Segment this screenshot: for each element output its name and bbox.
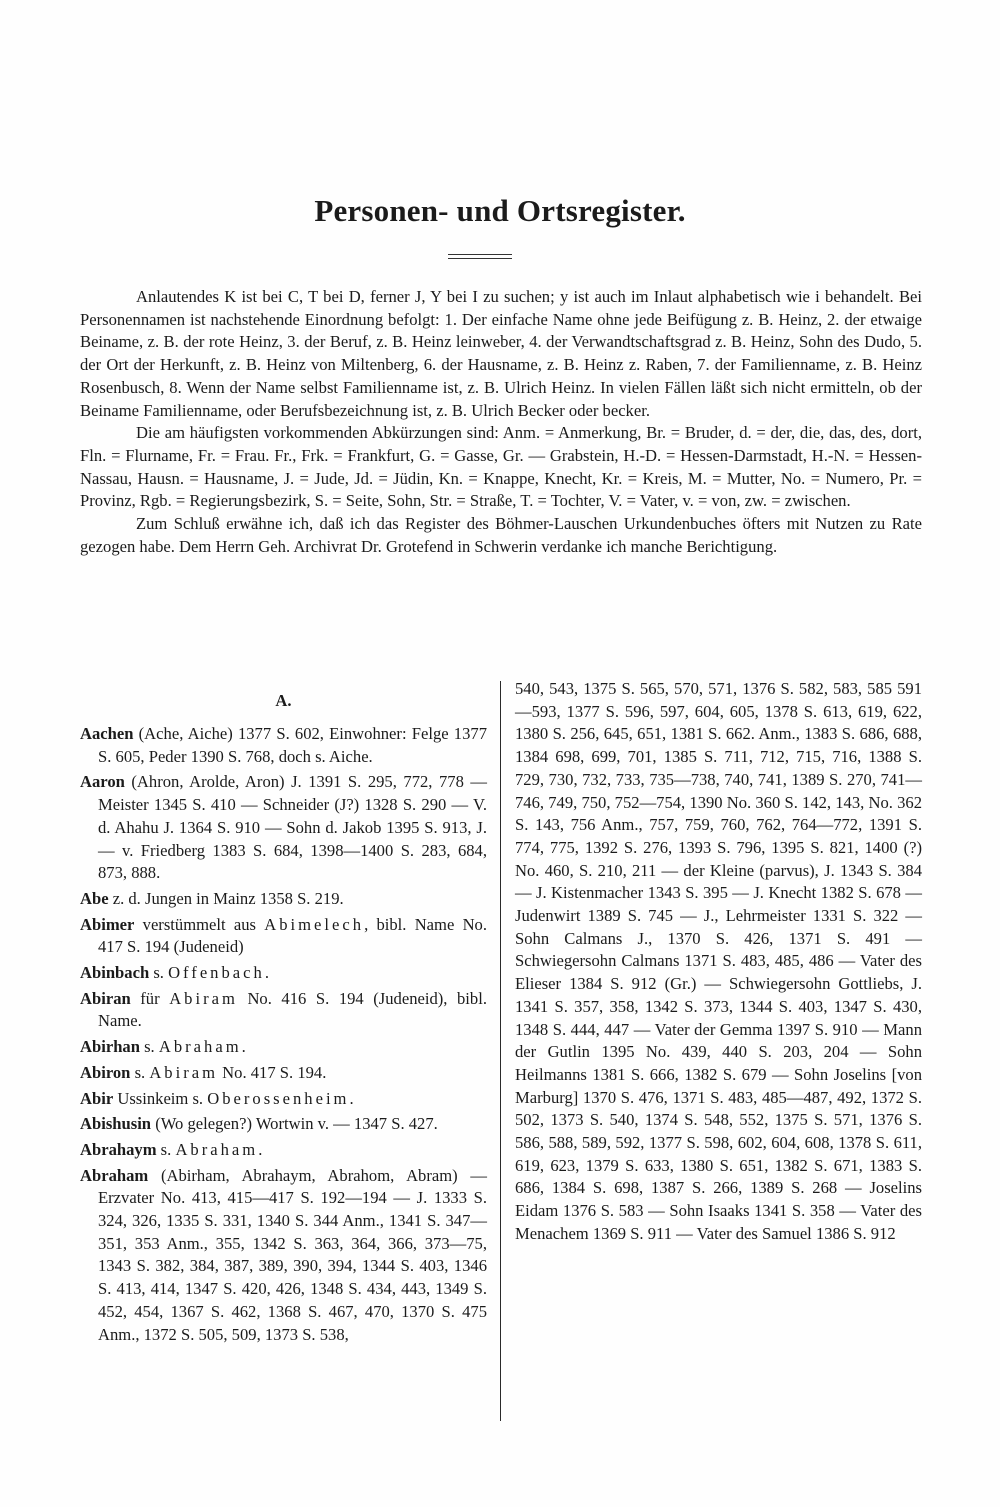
title-double-rule: [448, 254, 512, 262]
entry-headword: Abimer: [80, 914, 135, 934]
register-entry: [80, 723, 487, 768]
register-entry: [80, 1062, 487, 1085]
register-entries: [80, 723, 487, 1346]
entry-text: s.: [139, 1037, 159, 1057]
intro-paragraph-acknowledgement: Zum Schluß erwähne ich, daß ich das Register des Böhmer-Lauschen Urkundenbuches öfters mit Nutzen zu Rate gezogen habe. Dem Herrn Geh. Archivrat Dr. Grotefend in Schwerin verdanke ich manche Berichtigung.: [80, 514, 922, 556]
entry-headword: Abe: [80, 888, 109, 908]
entry-cross-reference: Abraham: [158, 1037, 242, 1057]
entry-cross-reference: Abraham: [175, 1139, 259, 1159]
entry-continuation: 540, 543, 1375 S. 565, 570, 571, 1376 S. 582, 583, 585 591—593, 1377 S. 596, 597, 604, 605, 1378 S. 613, 619, 622, 1380 S. 256, 645, 651, 1381 S. 662. Anm., 1383 S. 686, 688, 1384 698, 699, 701, 1385 S. 711, 712, 715, 716, 1388 S. 729, 730, 732, 733, 735—738, 740, 741, 1389 S. 270, 741—746, 749, 750, 752—754, 1390 No. 360 S. 142, 143, No. 362 S. 143, 756 Anm., 757, 759, 760, 762, 764—772, 1391 S. 774, 775, 1392 S. 276, 1393 S. 796, 1395 S. 821, 1400 (?) No. 460, S. 210, 211 — der Kleine (parvus), J. 1343 S. 384 — J. Kistenmacher 1343 S. 395 — J. Knecht 1382 S. 678 — Judenwirt 1389 S. 745 — J., Lehrmeister 1331 S. 322 — Sohn Calmans J., 1370 S. 426, 1371 S. 491 — Schwiegersohn Calmans 1371 S. 483, 485, 486 — Vater des Elieser 1384 S. 912 (Gr.) — Schwiegersohn Gottliebs, J. 1341 S. 357, 358, 1342 S. 373, 1344 S. 403, 1347 S. 430, 1348 S. 444, 447 — Vater der Gemma 1397 S. 910 — Mann der Gutlin 1395 No. 439, 440 S. 203, 204 — Sohn Heilmanns 1381 S. 666, 1382 S. 679 — Sohn Joselins [von Marburg] 1370 S. 476, 1371 S. 483, 485—487, 492, 1372 S. 502, 1373 S. 540, 1374 S. 548, 552, 1375 S. 571, 1376 S. 586, 588, 589, 592, 1377 S. 598, 602, 604, 608, 1378 S. 611, 619, 623, 1379 S. 633, 1380 S. 651, 1382 S. 671, 1383 S. 686, 1384 S. 698, 1387 S. 266, 1389 S. 268 — Joselins Eidam 1376 S. 583 — Sohn Isaaks 1341 S. 358 — Vater des Menachem 1369 S. 911 — Vater des Samuel 1386 S. 912: [515, 679, 922, 1243]
entry-text: , bibl. Name No. 417 S. 194 (Judeneid): [98, 914, 487, 957]
entry-headword: Abir: [80, 1088, 114, 1108]
entry-text: .: [349, 1088, 354, 1108]
register-entry: [80, 771, 487, 885]
entry-text: verstümmelt aus: [134, 914, 265, 934]
intro-paragraph-abbreviations: Die am häufigsten vorkommenden Abkürzungen sind: Anm. = Anmerkung, Br. = Bruder, d. = der, die, das, des, dort, Fln. = Flurname, Fr. = Frau. Fr., Frk. = Frankfurt, G. = Gasse, Gr. — Grabstein, H.-D. = Hessen-Darmstadt, H.-N. = Hessen-Nassau, Hausn. = Hausname, J. = Jude, Jd. = Jüdin, Kn. = Knappe, Knecht, Kr. = Kreis, M. = Mutter, No. = Numero, Pr. = Provinz, Rgb. = Regierungsbezirk, S. = Seite, Sohn, Str. = Straße, T. = Tochter, V. = Vater, v. = von, zw. = zwischen.: [80, 423, 922, 511]
left-column: [80, 690, 487, 1349]
register-entry: [80, 1139, 487, 1162]
entry-headword: Abirhan: [80, 1037, 140, 1057]
entry-text: z. d. Jungen in Mainz 1358 S. 219.: [108, 888, 344, 908]
entry-headword: Aachen: [80, 724, 134, 743]
entry-headword: Aaron: [80, 772, 125, 792]
introduction: [80, 286, 922, 558]
register-entry: [80, 988, 487, 1033]
entry-text: .: [258, 1139, 263, 1159]
register-entry: [80, 1088, 487, 1111]
entry-cross-reference: Abiram: [169, 988, 238, 1008]
entry-headword: Abrahaym: [80, 1139, 157, 1159]
register-entry: [80, 914, 487, 959]
entry-text: für: [130, 988, 170, 1008]
right-column: [515, 678, 922, 1246]
entry-text: s.: [130, 1062, 150, 1082]
intro-paragraph-ordering: Anlautendes K ist bei C, T bei D, ferner J, Y bei I zu suchen; y ist auch im Inlaut alphabetisch wie i behandelt. Bei Personennamen ist nachstehende Einordnung befolgt: 1. Der einfache Name ohne jede Beifügung z. B. Heinz, 2. der etwaige Beiname, z. B. der rote Heinz, 3. der Beruf, z. B. Heinz leinweber, 4. der Verwandtschaftsgrad z. B. Heinz, Sohn des Dudo, 5. der Ort der Herkunft, z. B. Heinz von Miltenberg, 6. der Hausname, z. B. Heinz z. Raben, 7. der Familienname, z. B. Heinz Rosenbusch, 8. Wenn der Name selbst Familienname ist, z. B. Ulrich Heinz. In vielen Fällen läßt sich nicht ermitteln, ob der Beiname Familienname, oder Berufsbezeichnung ist, z. B. Ulrich Becker oder becker.: [80, 287, 922, 420]
register-entry: [80, 1113, 487, 1136]
entry-text: (Wo gelegen?) Wortwin v. — 1347 S. 427.: [151, 1114, 438, 1134]
entry-cross-reference: Oberossenheim: [207, 1088, 350, 1108]
entry-headword: Abraham: [80, 1165, 149, 1185]
entry-headword: Abinbach: [80, 963, 150, 983]
entry-text: No. 416 S. 194 (Judeneid), bibl. Name.: [98, 988, 487, 1031]
entry-cross-reference: Abiram: [149, 1062, 219, 1082]
entry-headword: Abiran: [80, 988, 131, 1008]
entry-cross-reference: Offenbach: [168, 963, 265, 983]
entry-text: (Abirham, Abrahaym, Abrahom, Abram) — Erzvater No. 413, 415—417 S. 192—194 — J. 1333 S. 324, 326, 1335 S. 331, 1340 S. 344 Anm., 1341 S. 347—351, 353 Anm., 355, 1342 S. 363, 364, 366, 373—75, 1343 S. 382, 384, 387, 389, 390, 394, 1344 S. 403, 1346 S. 413, 414, 1347 S. 420, 426, 1348 S. 434, 443, 1349 S. 452, 454, 1367 S. 462, 1368 S. 467, 470, 1370 S. 475 Anm., 1372 S. 505, 509, 1373 S. 538,: [98, 1165, 487, 1344]
register-entry: [80, 888, 487, 911]
entry-text: s.: [156, 1139, 176, 1159]
entry-text: .: [241, 1037, 246, 1057]
entry-text: s.: [149, 963, 169, 983]
entry-text: No. 417 S. 194.: [218, 1062, 327, 1082]
section-heading: A.: [275, 691, 292, 710]
register-entry: [80, 1036, 487, 1059]
entry-text: .: [264, 963, 269, 983]
register-entry: [80, 1165, 487, 1347]
entry-headword: Abishusin: [80, 1114, 152, 1134]
page-title: Personen- und Ortsregister.: [314, 193, 686, 228]
entry-text: (Ahron, Arolde, Aron) J. 1391 S. 295, 772, 778 — Meister 1345 S. 410 — Schneider (J?) 1328 S. 290 — V. d. Ahahu J. 1364 S. 910 — Sohn d. Jakob 1395 S. 913, J. — v. Friedberg 1383 S. 684, 1398—1400 S. 283, 684, 873, 888.: [98, 772, 487, 883]
entry-text: (Ache, Aiche) 1377 S. 602, Einwohner: Felge 1377 S. 605, Peder 1390 S. 768, doch s. Aiche.: [98, 724, 487, 766]
entry-cross-reference: Abimelech: [264, 914, 365, 934]
register-entry: [80, 962, 487, 985]
column-divider: [500, 681, 501, 1421]
entry-text: Ussinkeim s.: [113, 1088, 208, 1108]
entry-headword: Abiron: [80, 1062, 131, 1082]
